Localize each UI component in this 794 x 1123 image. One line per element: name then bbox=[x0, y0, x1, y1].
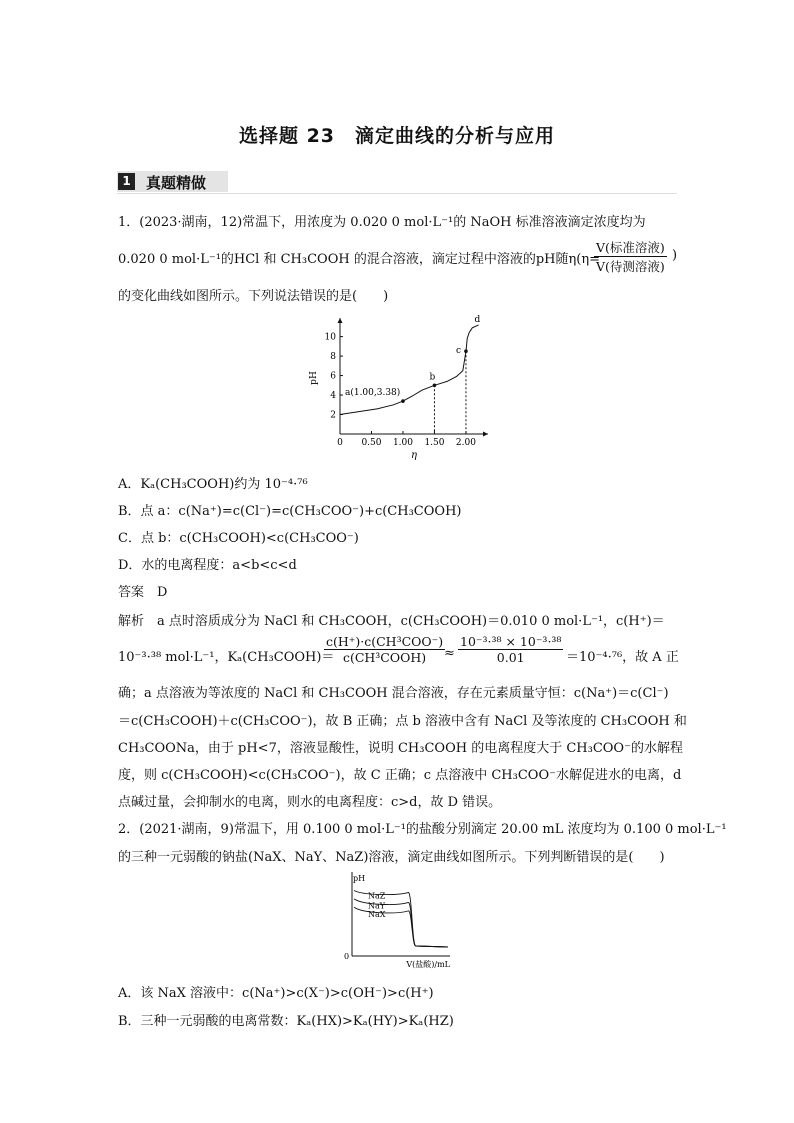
x-axis-arrow bbox=[483, 432, 488, 437]
q1-approx-sign: ≈ bbox=[444, 646, 455, 661]
q1-explanation-2-post: ＝10⁻⁴·⁷⁶，故 A 正 bbox=[566, 650, 679, 665]
q1-option-d: D．水的电离程度：a<b<c<d bbox=[118, 558, 297, 573]
q1-value-fraction bbox=[458, 634, 563, 665]
x-tick-label: 1.00 bbox=[392, 438, 414, 448]
page-title: 选择题 23 滴定曲线的分析与应用 bbox=[238, 125, 556, 147]
titration-curve bbox=[340, 325, 479, 415]
q1-explanation-7: 点碱过量，会抑制水的电离，则水的电离程度：c>d，故 D 错误。 bbox=[118, 795, 502, 810]
x-tick-label: 2.00 bbox=[455, 438, 476, 448]
q2-option-b: B．三种一元弱酸的电离常数：Kₐ(HX)>Kₐ(HY)>Kₐ(HZ) bbox=[118, 1014, 454, 1029]
y-tick-label: 10 bbox=[324, 332, 336, 343]
q1-line3: 的变化曲线如图所示。下列说法错误的是( ) bbox=[118, 289, 389, 304]
point-marker bbox=[464, 349, 468, 353]
q1-line1: 1．(2023·湖南，12)常温下，用浓度为 0.020 0 mol·L⁻¹的 NaOH 标准溶液滴定浓度均为 bbox=[118, 215, 646, 230]
q1-option-c: C．点 b：c(CH₃COOH)<c(CH₃COO⁻) bbox=[118, 531, 359, 546]
q1-explanation-3: 确；a 点溶液为等浓度的 NaCl 和 CH₃COOH 混合溶液，存在元素质量守恒：c(Na⁺)＝c(Cl⁻) bbox=[118, 686, 669, 701]
point-label: a(1.00,3.38) bbox=[344, 388, 401, 399]
x-tick-label: 0 bbox=[337, 438, 343, 448]
point-label: d bbox=[474, 314, 481, 325]
q1-line2-post: ) bbox=[672, 248, 678, 263]
q1-frac-den: V(待测溶液) bbox=[596, 259, 665, 274]
section-label: 真题精做 bbox=[146, 174, 207, 192]
y-tick-label: 8 bbox=[330, 352, 336, 363]
q1-value-den: 0.01 bbox=[496, 650, 525, 665]
point-marker bbox=[433, 384, 437, 388]
q2-line1: 2．(2021·湖南，9)常温下，用 0.100 0 mol·L⁻¹的盐酸分别滴定 20.00 mL 浓度均为 0.100 0 mol·L⁻¹ bbox=[118, 822, 727, 837]
q2-line2: 的三种一元弱酸的钠盐(NaX、NaY、NaZ)溶液，滴定曲线如图所示。下列判断错误的是( ) bbox=[118, 850, 665, 865]
point-label: c bbox=[455, 346, 462, 357]
y-tick-label: 6 bbox=[330, 371, 336, 382]
q1-explanation-1: 解析 a 点时溶质成分为 NaCl 和 CH₃COOH，c(CH₃COOH)＝0.010 0 mol·L⁻¹，c(H⁺)＝ bbox=[118, 614, 665, 629]
q1-ka-den: c(CH³COOH) bbox=[342, 650, 427, 665]
q1-line2-pre: 0.020 0 mol·L⁻¹的HCl 和 CH₃COOH 的混合溶液，滴定过程中溶液的pH随η(η= bbox=[118, 252, 601, 267]
q1-chart bbox=[300, 310, 500, 466]
q1-value-num: 10⁻³·³⁸ × 10⁻³·³⁸ bbox=[460, 634, 562, 649]
section-number: 1 bbox=[118, 173, 135, 190]
y-axis-label: pH bbox=[309, 371, 319, 385]
q1-frac-num: V(标准溶液) bbox=[596, 240, 665, 255]
q1-explanation-5: CH₃COONa，由于 pH<7，溶液显酸性，说明 CH₃COOH 的电离程度大于 CH₃COO⁻的水解程 bbox=[118, 741, 683, 756]
origin-label: 0 bbox=[344, 952, 350, 961]
q1-ka-fraction bbox=[324, 634, 445, 665]
q1-explanation-6: 度，则 c(CH₃COOH)<c(CH₃COO⁻)，故 C 正确；c 点溶液中 CH₃COO⁻水解促进水的电离，d bbox=[118, 768, 682, 783]
q1-line2 bbox=[118, 248, 600, 267]
q1-explanation-4: ＝c(CH₃COOH)＋c(CH₃COO⁻)，故 B 正确；点 b 溶液中含有 NaCl 及等浓度的 CH₃COOH 和 bbox=[118, 714, 687, 729]
q1-eta-fraction bbox=[594, 238, 667, 275]
q1-answer: 答案 D bbox=[118, 585, 168, 600]
section-divider bbox=[117, 193, 677, 194]
y-tick-label: 2 bbox=[330, 410, 336, 421]
q1-option-a: A．Kₐ(CH₃COOH)约为 10⁻⁴·⁷⁶ bbox=[118, 477, 308, 492]
series-label: NaX bbox=[368, 910, 386, 919]
series-label: NaY bbox=[368, 901, 386, 911]
point-marker bbox=[401, 399, 405, 403]
x-axis-label: V(盐酸)/mL bbox=[406, 960, 450, 969]
q1-explanation-2-pre: 10⁻³·³⁸ mol·L⁻¹，Kₐ(CH₃COOH)＝ bbox=[118, 650, 335, 665]
q1-ka-num: c(H⁺)·c(CH³COO⁻) bbox=[326, 634, 444, 649]
q2-chart bbox=[338, 866, 458, 974]
y-tick-label: 4 bbox=[330, 391, 336, 402]
y-axis-arrow bbox=[338, 318, 343, 323]
q2-option-a: A．该 NaX 溶液中：c(Na⁺)>c(X⁻)>c(OH⁻)>c(H⁺) bbox=[118, 986, 434, 1001]
x-axis-label: η bbox=[411, 450, 417, 461]
x-tick-label: 0.50 bbox=[361, 438, 382, 448]
point-label: b bbox=[429, 372, 436, 383]
series-label: NaZ bbox=[368, 891, 386, 901]
y-axis-label: pH bbox=[353, 874, 366, 883]
q1-option-b: B．点 a：c(Na⁺)=c(Cl⁻)=c(CH₃COO⁻)+c(CH₃COOH) bbox=[118, 504, 462, 519]
x-tick-label: 1.50 bbox=[424, 438, 445, 448]
